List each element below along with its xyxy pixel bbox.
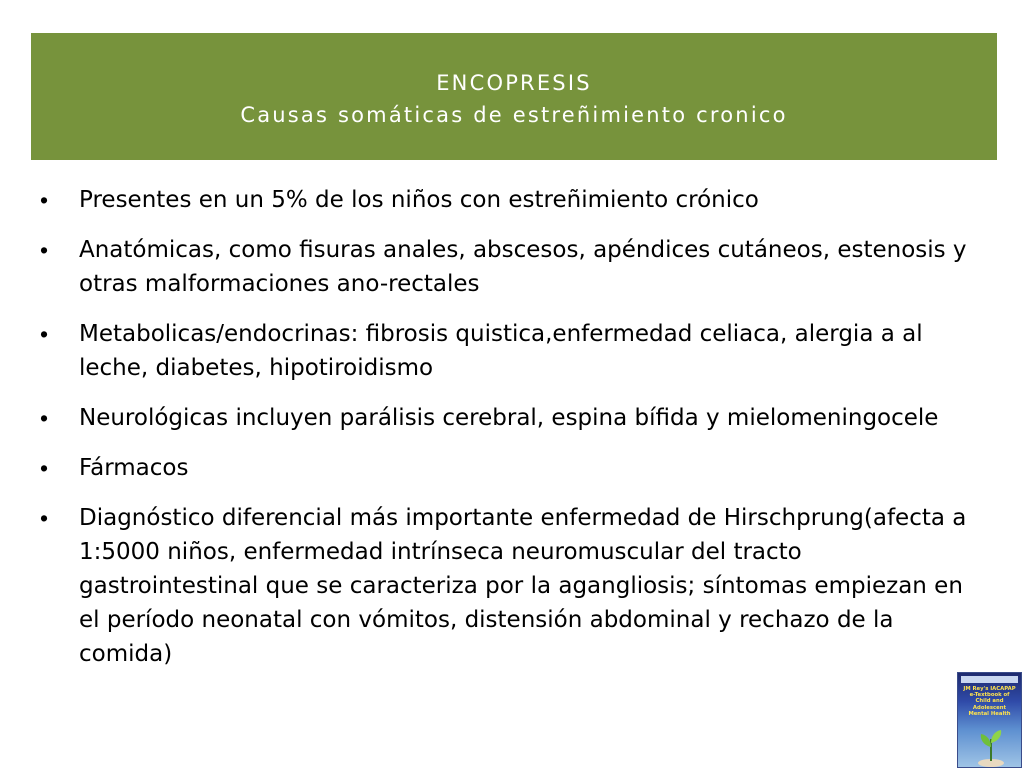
bullet-dot: • bbox=[40, 237, 49, 263]
bullet-item bbox=[40, 451, 985, 485]
bullet-dot: • bbox=[40, 321, 49, 347]
bullet-list bbox=[40, 183, 985, 687]
slide-title: ENCOPRESIS bbox=[436, 71, 592, 95]
bullet-dot: • bbox=[40, 187, 49, 213]
book-title: JM Rey's IACAPAP e-Textbook of Child and Adolescent Mental Health bbox=[963, 686, 1016, 717]
bullet-item bbox=[40, 233, 985, 301]
book-cover-image bbox=[957, 672, 1022, 768]
bullet-item bbox=[40, 317, 985, 385]
bullet-dot: • bbox=[40, 455, 49, 481]
bullet-text: Presentes en un 5% de los niños con estreñimiento crónico bbox=[79, 187, 759, 213]
bullet-text: Fármacos bbox=[79, 455, 189, 481]
bullet-text: Metabolicas/endocrinas: fibrosis quistica,enfermedad celiaca, alergia a al leche, diabetes, hipotiroidismo bbox=[79, 321, 923, 381]
bullet-dot: • bbox=[40, 405, 49, 431]
bullet-item bbox=[40, 401, 985, 435]
bullet-text: Neurológicas incluyen parálisis cerebral, espina bífida y mielomeningocele bbox=[79, 405, 939, 431]
plant-illustration bbox=[976, 721, 1006, 767]
bullet-text: Anatómicas, como fisuras anales, abscesos, apéndices cutáneos, estenosis y otras malformaciones ano-rectales bbox=[79, 237, 967, 297]
bullet-item bbox=[40, 183, 985, 217]
book-header-bar bbox=[961, 676, 1018, 683]
bullet-item bbox=[40, 501, 985, 671]
title-banner bbox=[31, 33, 997, 160]
bullet-text: Diagnóstico diferencial más importante enfermedad de Hirschprung(afecta a 1:5000 niños, enfermedad intrínseca neuromuscular del tracto gastrointestinal que se caracteriza por la agangliosis; síntomas empiezan en el período neonatal con vómitos, distensión abdominal y rechazo de la comida) bbox=[79, 505, 967, 667]
bullet-dot: • bbox=[40, 505, 49, 531]
slide-subtitle: Causas somáticas de estreñimiento cronico bbox=[240, 103, 788, 127]
